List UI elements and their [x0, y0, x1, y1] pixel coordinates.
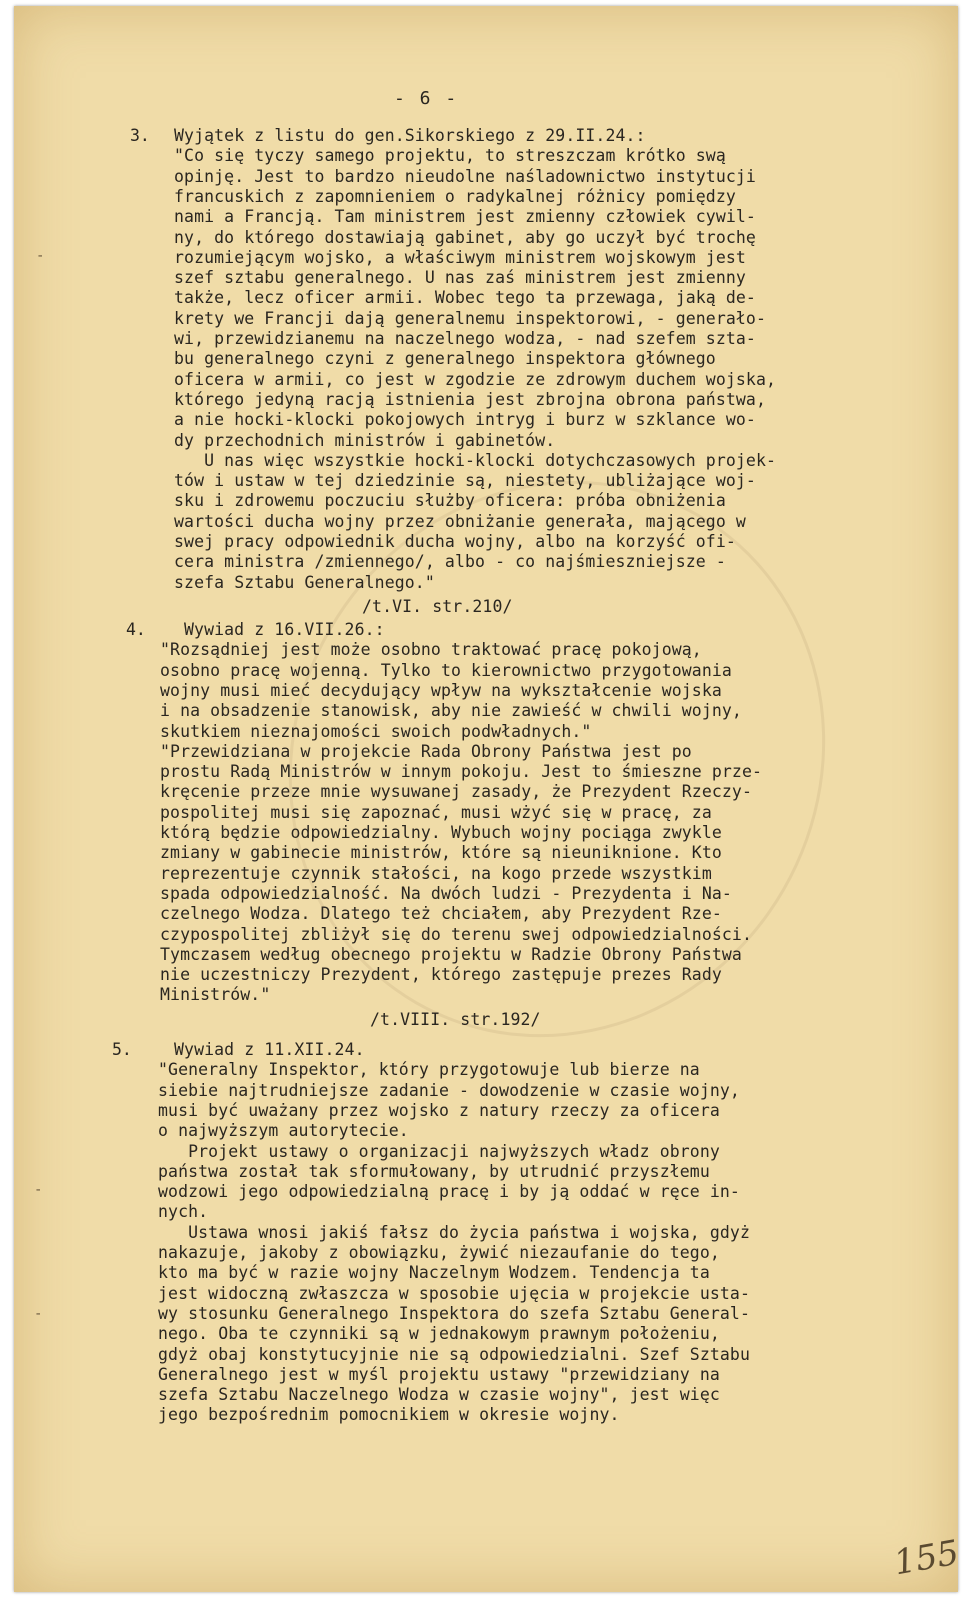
- text-line: swej pracy odpowiednik ducha wojny, albo na korzyść ofi-: [174, 532, 736, 551]
- text-line: skutkiem nieznajomości swoich podwładnych.": [160, 721, 592, 741]
- text-line: jego bezpośrednim pomocnikiem w okresie wojny.: [158, 1405, 620, 1425]
- text-line: U nas więc wszystkie hocki-klocki dotychczasowych projek-: [174, 450, 777, 470]
- source-reference: /t.VI. str.210/: [362, 596, 513, 616]
- text-line: nami a Francją. Tam ministrem jest zmienny człowiek cywil-: [174, 207, 756, 227]
- text-line: jest widoczną zwłaszcza w sposobie ujęcia w projekcie usta-: [158, 1283, 750, 1303]
- text-line: "Co się tyczy samego projektu, to streszczam krótko swą: [174, 146, 726, 166]
- text-line: Ministrów.": [160, 985, 271, 1005]
- text-line: Generalnego jest w myśl projektu ustawy "przewidziany na: [158, 1364, 720, 1384]
- handwritten-folio-number: 155: [891, 1532, 962, 1584]
- text-line: ny, do którego dostawiają gabinet, aby go uczył być trochę: [174, 227, 756, 247]
- margin-mark: -: [36, 248, 45, 264]
- text-line: sku i zdrowemu poczuciu służby oficera: próba obniżenia: [174, 491, 726, 511]
- source-reference: /t.VIII. str.192/: [370, 1009, 541, 1029]
- text-line: musi być uważany przez wojsko z natury rzeczy za oficera: [158, 1100, 720, 1120]
- text-line: wi, przewidzianemu na naczelnego wodza, - nad szefem szta-: [174, 329, 756, 348]
- text-line: siebie najtrudniejsze zadanie - dowodzenie w czasie wojny,: [158, 1080, 740, 1100]
- text-line: kręcenie przeze mnie wysuwanej zasady, że Prezydent Rzeczy-: [160, 782, 752, 802]
- text-line: szef sztabu generalnego. U nas zaś ministrem jest zmienny: [174, 268, 746, 288]
- text-line: i na obsadzenie stanowisk, aby nie zawieść w chwili wojny,: [160, 701, 742, 721]
- document-page: [14, 6, 962, 1592]
- text-line: dy przechodnich ministrów i gabinetów.: [174, 430, 556, 450]
- text-line: nie uczestniczy Prezydent, którego zastępuje prezes Rady: [160, 965, 722, 985]
- text-line: wartości ducha wojny przez obniżanie generała, mającego w: [174, 511, 746, 531]
- text-line: "Rozsądniej jest może osobno traktować pracę pokojową,: [160, 640, 702, 660]
- text-line: kto ma być w razie wojny Naczelnym Wodzem. Tendencja ta: [158, 1263, 710, 1283]
- text-line: wy stosunku Generalnego Inspektora do szefa Sztabu General-: [158, 1303, 750, 1323]
- text-line: "Generalny Inspektor, który przygotowuje lub bierze na: [158, 1060, 700, 1080]
- text-line: którą będzie odpowiedzialny. Wybuch wojny pociąga zwykle: [160, 823, 722, 842]
- text-line: Wyjątek z listu do gen.Sikorskiego z 29.II.24.:: [174, 126, 646, 145]
- section-number: 5.: [112, 1040, 132, 1059]
- text-line: Wywiad z 16.VII.26.:: [184, 620, 385, 639]
- text-line: osobno pracę wojenną. Tylko to kierownictwo przygotowania: [160, 660, 732, 680]
- section-number: 4.: [126, 620, 146, 639]
- text-line: spada odpowiedzialność. Na dwóch ludzi - Prezydenta i Na-: [160, 883, 732, 903]
- text-line: Ustawa wnosi jakiś fałsz do życia państwa i wojska, gdyż: [158, 1222, 750, 1242]
- text-line: oficera w armii, co jest w zgodzie ze zdrowym duchem wojska,: [174, 369, 777, 389]
- margin-mark: -: [34, 1182, 43, 1198]
- margin-mark: -: [34, 1306, 43, 1322]
- text-line: szefa Sztabu Naczelnego Wodza w czasie wojny", jest więc: [158, 1385, 720, 1405]
- text-line: francuskich z zapomnieniem o radykalnej różnicy pomiędzy: [174, 186, 736, 206]
- text-line: nego. Oba te czynniki są w jednakowym prawnym położeniu,: [158, 1324, 720, 1344]
- text-line: o najwyższym autorytecie.: [158, 1121, 409, 1141]
- text-line: "Przewidziana w projekcie Rada Obrony Państwa jest po: [160, 741, 692, 761]
- text-line: wojny musi mieć decydujący wpływ na wykształcenie wojska: [160, 680, 722, 700]
- text-line: państwa został tak sformułowany, by utrudnić przyszłemu: [158, 1161, 710, 1181]
- text-line: nych.: [158, 1202, 209, 1222]
- text-line: gdyż obaj konstytucyjnie nie są odpowiedzialni. Szef Sztabu: [158, 1344, 750, 1364]
- text-line: zmiany w gabinecie ministrów, które są nieuniknione. Kto: [160, 843, 722, 863]
- text-line: także, lecz oficer armii. Wobec tego ta przewaga, jaką de-: [174, 288, 756, 308]
- text-line: czypospolitej zbliżył się do terenu swej odpowiedzialności.: [160, 924, 752, 944]
- text-line: Tymczasem według obecnego projektu w Radzie Obrony Państwa: [160, 944, 742, 964]
- page-number: - 6 -: [394, 88, 459, 109]
- text-line: szefa Sztabu Generalnego.": [174, 572, 435, 592]
- text-line: którego jedyną racją istnienia jest zbrojna obrona państwa,: [174, 389, 766, 409]
- text-line: wodzowi jego odpowiedzialną pracę i by ją oddać w ręce in-: [158, 1182, 740, 1202]
- text-line: reprezentuje czynnik stałości, na kogo przede wszystkim: [160, 863, 712, 883]
- text-line: Wywiad z 11.XII.24.: [174, 1040, 365, 1059]
- text-line: prostu Radą Ministrów w innym pokoju. Jest to śmieszne prze-: [160, 762, 763, 782]
- text-line: nakazuje, jakoby z obowiązku, żywić niezaufanie do tego,: [158, 1243, 720, 1262]
- section-number: 3.: [130, 126, 150, 145]
- text-line: czelnego Wodza. Dlatego też chciałem, aby Prezydent Rze-: [160, 904, 722, 924]
- text-line: a nie hocki-klocki pokojowych intryg i burz w szklance wo-: [174, 410, 756, 430]
- text-line: tów i ustaw w tej dziedzinie są, niestety, ubliżające woj-: [174, 471, 756, 491]
- text-line: opinję. Jest to bardzo nieudolne naśladownictwo instytucji: [174, 166, 756, 186]
- text-line: Projekt ustawy o organizacji najwyższych władz obrony: [158, 1141, 720, 1161]
- text-line: rozumiejącym wojsko, a właściwym ministrem wojskowym jest: [174, 247, 746, 267]
- text-line: bu generalnego czyni z generalnego inspektora głównego: [174, 349, 716, 369]
- text-line: krety we Francji dają generalnemu inspektorowi, - generało-: [174, 308, 766, 328]
- text-line: pospolitej musi się zapoznać, musi wżyć się w pracę, za: [160, 802, 712, 822]
- text-line: cera ministra /zmiennego/, albo - co najśmieszniejsze -: [174, 552, 726, 572]
